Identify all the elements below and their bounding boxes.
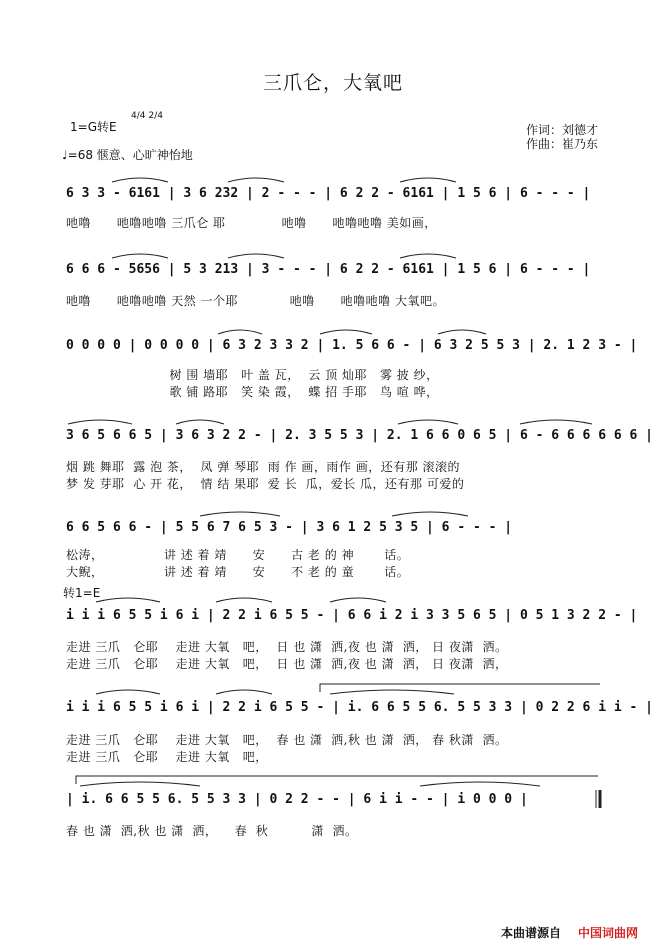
final-barline [596, 790, 600, 808]
composer-credit: 作曲：崔乃东 [526, 137, 599, 151]
time-signature-2: 2/4 [148, 111, 163, 121]
score-row-7: i i i 6 5 5 i 6 i | 2 2 i 6 5 5 - | i. 6 6 5 5 6. 5 5 3 3 | 0 2 2 6 i i - | [66, 700, 653, 715]
tempo-marking: ♩=68 惬意、心旷神怡地 [62, 148, 193, 162]
lyric-row-6: 走进 三爪 仑耶 走进 大氧 吧， 日 也 潇 洒,夜 也 潇 洒， 日 夜潇 洒。 走进 三爪 仑耶 走进 大氧 吧， 日 也 潇 洒,夜 也 潇 洒， 日 夜潇 洒， [66, 640, 508, 671]
lyric-row-1: 吔噜 吔噜吔噜 三爪仑 耶 吔噜 吔噜吔噜 美如画， [66, 216, 437, 230]
lyric-row-3: 树 围 墙耶 叶 盖 瓦， 云 顶 灿耶 雾 披 纱， 歌 铺 路耶 笑 染 霞， 蝶 招 手耶 鸟 喧 哗， [169, 368, 439, 399]
key-signature: 1=G转E [70, 120, 117, 134]
lyric-row-5: 松涛， 讲 述 着 靖 安 古 老 的 神 话。 大鲵， 讲 述 着 靖 安 不 老 的 童 话。 [66, 548, 410, 579]
footer-site-link[interactable]: 中国词曲网 [578, 926, 639, 940]
score-row-1: 6 3 3 - 6161 | 3 6 232 | 2 - - - | 6 2 2 - 6161 | 1 5 6 | 6 - - - | [66, 186, 591, 201]
time-signature-1: 4/4 [131, 111, 146, 121]
score-row-8: | i. 6 6 5 5 6. 5 5 3 3 | 0 2 2 - - | 6 i i - - | i 0 0 0 | [66, 792, 528, 807]
volta-brackets [76, 684, 600, 784]
lyric-row-7: 走进 三爪 仑耶 走进 大氧 吧， 春 也 潇 洒,秋 也 潇 洒， 春 秋潇 洒。 走进 三爪 仑耶 走进 大氧 吧， [66, 733, 508, 764]
score-row-4: 3 6 5 6 6 5 | 3 6 3 2 2 - | 2. 3 5 5 3 | 2. 1 6 6 0 6 5 | 6 - 6 6 6 6 6 6 | [66, 428, 653, 443]
score-row-5: 6 6 5 6 6 - | 5 5 6 7 6 5 3 - | 3 6 1 2 5 3 5 | 6 - - - | [66, 520, 513, 535]
modulation-marking: 转1=E [63, 586, 101, 600]
score-row-2: 6 6 6 - 5656 | 5 3 213 | 3 - - - | 6 2 2 - 6161 | 1 5 6 | 6 - - - | [66, 262, 591, 277]
footer-source-label: 本曲谱源自 [501, 926, 562, 940]
score-row-3: 0 0 0 0 | 0 0 0 0 | 6 3 2 3 3 2 | 1. 5 6 6 - | 6 3 2 5 5 3 | 2. 1 2 3 - | [66, 338, 638, 353]
lyric-row-2: 吔噜 吔噜吔噜 天然 一个耶 吔噜 吔噜吔噜 大氧吧。 [66, 294, 445, 308]
lyric-row-8: 春 也 潇 洒,秋 也 潇 洒， 春 秋 潇 洒。 [66, 824, 358, 838]
lyricist-credit: 作词：刘德才 [526, 123, 599, 137]
song-title: 三爪仑，大氧吧 [262, 72, 403, 94]
slur-marks [68, 178, 592, 786]
score-row-6: i i i 6 5 5 i 6 i | 2 2 i 6 5 5 - | 6 6 i 2 i 3 3 5 6 5 | 0 5 1 3 2 2 - | [66, 608, 638, 623]
lyric-row-4: 烟 跳 舞耶 露 泡 茶， 凤 弹 琴耶 雨 作 画，雨作 画，还有那 滚滚的 梦 发 芽耶 心 开 花， 情 结 果耶 爱 长 瓜，爱长 瓜，还有那 可爱的 [66, 460, 465, 491]
